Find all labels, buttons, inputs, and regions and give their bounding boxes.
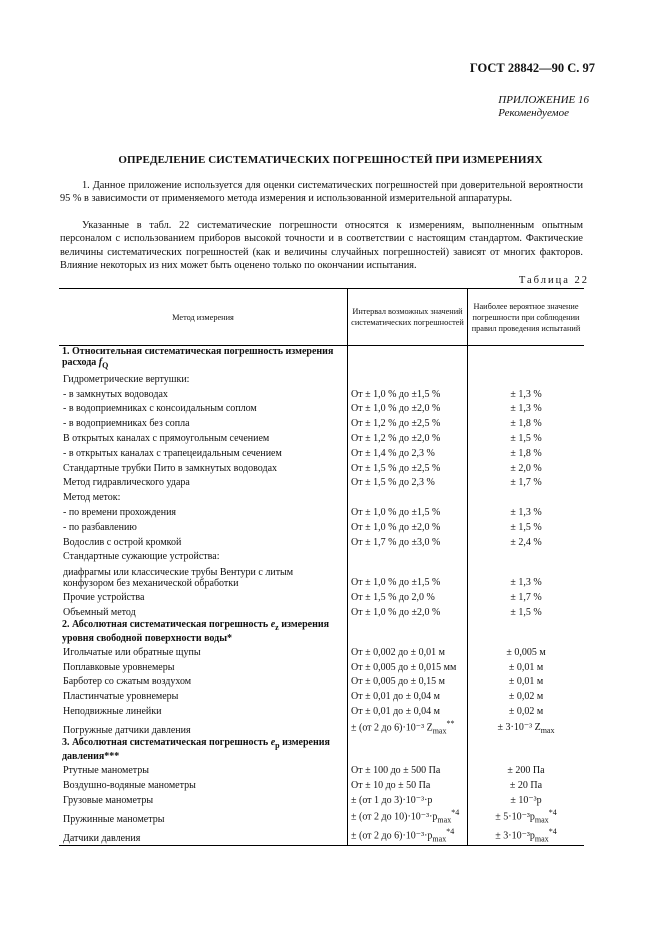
table-row xyxy=(59,430,584,445)
method-cell: В открытых каналах с прямоугольным сечением xyxy=(63,432,270,444)
range-cell-text: От ± 1,2 % до ±2,5 % xyxy=(351,418,441,430)
method-cell: - в замкнутых водоводах xyxy=(63,388,168,400)
section-probable-empty xyxy=(468,346,585,372)
range-cell-text: От ± 0,01 до ± 0,04 м xyxy=(351,691,440,703)
range-cell xyxy=(348,445,468,460)
range-cell xyxy=(348,703,468,718)
method-cell: Погружные датчики давления xyxy=(63,725,191,737)
probable-cell-text: ± 1,7 % xyxy=(510,592,542,604)
probable-cell xyxy=(468,445,585,460)
probable-cell-text: ± 200 Па xyxy=(507,765,545,777)
probable-cell-text: ± 0,01 м xyxy=(508,661,544,673)
section-heading-rest: измерения уровня свободной поверхности воды* xyxy=(62,618,330,644)
section-heading-row xyxy=(59,737,584,762)
probable-cell xyxy=(468,718,585,737)
range-cell-text: От ± 10 до ± 50 Па xyxy=(351,779,431,791)
table-row xyxy=(59,563,584,589)
range-cell-text: От ± 0,01 до ± 0,04 м xyxy=(351,705,440,717)
range-cell xyxy=(348,563,468,589)
method-cell: Пружинные манометры xyxy=(63,813,165,825)
range-cell-text: ± (от 2 до 6)·10⁻³·p xyxy=(351,830,433,842)
table-row xyxy=(59,604,584,619)
range-cell xyxy=(348,460,468,475)
section-symbol-sub: Q xyxy=(102,361,109,370)
paragraph-2: Указанные в табл. 22 систематические погрешности относятся к измерениям, выполненным опытным персоналом с использованием приборов высокой точности и в соответствии с настоящим стандартом. Фактические величины систематических погрешностей (как и величины случайных погрешностей) зависят от многих факторов. Влияние некоторых из них может быть оценено только по окончании испытания. xyxy=(60,220,583,272)
table-row xyxy=(59,504,584,519)
section-heading-row xyxy=(59,619,584,644)
table-row xyxy=(59,826,584,846)
section-symbol: e xyxy=(270,618,276,630)
range-cell-text: От ± 0,005 до ± 0,015 мм xyxy=(351,661,457,673)
probable-cell-text: ± 3·10⁻³p xyxy=(495,830,535,842)
range-cell xyxy=(348,475,468,490)
probable-cell xyxy=(468,703,585,718)
table-row xyxy=(59,549,584,564)
section-heading xyxy=(59,737,348,762)
range-cell-sup: *4 xyxy=(446,826,455,836)
range-cell-sub: max xyxy=(432,834,447,844)
probable-cell-text: ± 10⁻³p xyxy=(510,794,542,806)
range-cell-text: ± (от 2 до 6)·10⁻³ Z xyxy=(351,722,433,734)
probable-cell-text: ± 1,3 % xyxy=(510,403,542,415)
probable-cell-text: ± 1,7 % xyxy=(510,477,542,489)
range-cell xyxy=(348,589,468,604)
range-cell xyxy=(348,604,468,619)
range-cell-text: От ± 1,0 % до ±2,0 % xyxy=(351,521,441,533)
table-row xyxy=(59,777,584,792)
method-cell: Гидрометрические вертушки: xyxy=(63,373,190,385)
errors-table xyxy=(59,288,584,846)
probable-cell-text: ± 0,005 м xyxy=(506,646,546,658)
header-probable: Наиболее вероятное значение погрешности при соблюдении правил проведения испытаний xyxy=(468,289,585,346)
range-cell-text: От ± 1,4 % до 2,3 % xyxy=(351,447,435,459)
probable-cell xyxy=(468,826,585,846)
method-cell: Прочие устройства xyxy=(63,592,145,604)
range-cell xyxy=(348,807,468,826)
probable-cell-sup: *4 xyxy=(548,826,557,836)
section-probable-empty xyxy=(468,619,585,644)
range-cell-text: От ± 1,5 % до ±2,5 % xyxy=(351,462,441,474)
section-heading-rest: измерения давления*** xyxy=(62,737,330,763)
method-cell: Пластинчатые уровнемеры xyxy=(63,691,179,703)
method-cell: - по времени прохождения xyxy=(63,506,177,518)
range-cell xyxy=(348,489,468,504)
table-row xyxy=(59,589,584,604)
table-header-row xyxy=(59,289,584,346)
table-row xyxy=(59,445,584,460)
method-cell: Грузовые манометры xyxy=(63,794,154,806)
probable-cell xyxy=(468,549,585,564)
table-row xyxy=(59,519,584,534)
probable-cell xyxy=(468,777,585,792)
probable-cell xyxy=(468,563,585,589)
method-cell: Воздушно-водяные манометры xyxy=(63,779,196,791)
probable-cell xyxy=(468,792,585,807)
header-range: Интервал возможных значений систематических погрешностей xyxy=(348,289,468,346)
range-cell xyxy=(348,718,468,737)
range-cell xyxy=(348,401,468,416)
table-row xyxy=(59,371,584,386)
table-caption: Таблица 22 xyxy=(518,275,589,286)
range-cell xyxy=(348,549,468,564)
method-cell: Стандартные сужающие устройства: xyxy=(63,551,220,563)
probable-cell-text: ± 1,3 % xyxy=(510,388,542,400)
table-body xyxy=(59,346,584,846)
probable-cell xyxy=(468,659,585,674)
probable-cell-text: ± 1,3 % xyxy=(510,506,542,518)
probable-cell-text: ± 0,02 м xyxy=(508,691,544,703)
appendix-status: Рекомендуемое xyxy=(498,107,569,120)
probable-cell xyxy=(468,807,585,826)
section-heading xyxy=(59,619,348,644)
method-cell: - по разбавлению xyxy=(63,521,137,533)
method-cell: - в водоприемниках с консоидальным соплом xyxy=(63,403,257,415)
probable-cell-text: ± 5·10⁻³p xyxy=(495,810,535,822)
table-row xyxy=(59,644,584,659)
probable-cell-text: ± 1,5 % xyxy=(510,606,542,618)
range-cell xyxy=(348,659,468,674)
appendix-label xyxy=(498,94,589,120)
probable-cell xyxy=(468,644,585,659)
paragraph-1: 1. Данное приложение используется для оценки систематических погрешностей при доверительной вероятности 95 % в зависимости от применяемого метода измерения и использованной измерительной аппаратуры. xyxy=(60,180,583,205)
range-cell-sup: *4 xyxy=(451,807,460,817)
range-cell xyxy=(348,430,468,445)
range-cell-text: От ± 1,0 % до ±2,0 % xyxy=(351,606,441,618)
probable-cell xyxy=(468,589,585,604)
method-cell: Датчики давления xyxy=(59,826,348,846)
range-cell-sub: max xyxy=(432,726,447,736)
probable-cell-text: ± 0,02 м xyxy=(508,705,544,717)
probable-cell xyxy=(468,415,585,430)
section-heading-text: 2. Абсолютная систематическая погрешность xyxy=(62,618,271,630)
method-cell: Стандартные трубки Пито в замкнутых водоводах xyxy=(63,462,278,474)
range-cell-text: От ± 1,0 % до ±1,5 % xyxy=(351,577,441,589)
range-cell xyxy=(348,371,468,386)
section-heading-row xyxy=(59,346,584,372)
probable-cell xyxy=(468,534,585,549)
method-cell: Метод меток: xyxy=(63,492,121,504)
table-row xyxy=(59,401,584,416)
method-cell: - в открытых каналах с трапецеидальным сечением xyxy=(63,447,282,459)
probable-cell xyxy=(468,430,585,445)
probable-cell xyxy=(468,371,585,386)
range-cell xyxy=(348,519,468,534)
range-cell-text: ± (от 2 до 10)·10⁻³·p xyxy=(351,810,438,822)
table-row xyxy=(59,762,584,777)
range-cell xyxy=(348,792,468,807)
range-cell-text: От ± 0,005 до ± 0,15 м xyxy=(351,676,445,688)
section-range-empty xyxy=(348,346,468,372)
range-cell-text: От ± 1,2 % до ±2,0 % xyxy=(351,432,441,444)
range-cell-text: От ± 1,5 % до 2,3 % xyxy=(351,477,435,489)
probable-cell-text: ± 1,3 % xyxy=(510,577,542,589)
range-cell xyxy=(348,674,468,689)
probable-cell-text: ± 20 Па xyxy=(509,779,543,791)
header-method: Метод измерения xyxy=(59,289,348,346)
probable-cell xyxy=(468,386,585,401)
probable-cell-text: ± 2,0 % xyxy=(510,462,542,474)
section-range-empty xyxy=(348,737,468,762)
probable-cell-text: ± 3·10⁻³ Z xyxy=(497,722,541,734)
method-cell: Водослив с острой кромкой xyxy=(63,536,182,548)
table-row xyxy=(59,460,584,475)
method-cell: Неподвижные линейки xyxy=(63,705,162,717)
range-cell xyxy=(348,415,468,430)
section-heading-text: 1. Относительная систематическая погрешность измерения расхода xyxy=(62,346,334,368)
range-cell-text: От ± 1,5 % до 2,0 % xyxy=(351,592,435,604)
probable-cell-sup: *4 xyxy=(548,807,557,817)
method-cell: Ртутные манометры xyxy=(63,765,150,777)
section-symbol-sub: z xyxy=(275,622,279,632)
table-row xyxy=(59,659,584,674)
probable-cell xyxy=(468,762,585,777)
range-cell xyxy=(348,826,468,846)
range-cell xyxy=(348,762,468,777)
method-cell: - в водоприемниках без сопла xyxy=(63,418,190,430)
range-cell xyxy=(348,386,468,401)
method-cell: диафрагмы или классические трубы Вентури с литым конфузором без механической обработки xyxy=(63,567,294,590)
probable-cell-text: ± 1,5 % xyxy=(510,521,542,533)
probable-cell-sub: max xyxy=(534,814,549,824)
range-cell xyxy=(348,644,468,659)
range-cell-text: От ± 0,002 до ± 0,01 м xyxy=(351,646,445,658)
table-row xyxy=(59,475,584,490)
probable-cell-text: ± 1,8 % xyxy=(510,447,542,459)
table-row xyxy=(59,386,584,401)
probable-cell-sub: max xyxy=(540,726,555,736)
table-row xyxy=(59,534,584,549)
probable-cell xyxy=(468,401,585,416)
method-cell: Игольчатые или обратные щупы xyxy=(63,646,201,658)
range-cell xyxy=(348,777,468,792)
range-cell-text: От ± 1,0 % до ±1,5 % xyxy=(351,388,441,400)
method-cell: Барботер со сжатым воздухом xyxy=(63,676,192,688)
gost-header: ГОСТ 28842—90 С. 97 xyxy=(469,61,595,75)
probable-cell-text: ± 1,8 % xyxy=(510,418,542,430)
range-cell xyxy=(348,504,468,519)
range-cell-text: От ± 1,0 % до ±1,5 % xyxy=(351,506,441,518)
range-cell-text: От ± 100 до ± 500 Па xyxy=(351,765,441,777)
probable-cell-text: ± 0,01 м xyxy=(508,676,544,688)
probable-cell xyxy=(468,504,585,519)
table-row xyxy=(59,807,584,826)
table-row xyxy=(59,489,584,504)
probable-cell-text: ± 1,5 % xyxy=(510,432,542,444)
section-probable-empty xyxy=(468,737,585,762)
method-cell: Метод гидравлического удара xyxy=(63,477,190,489)
table-row xyxy=(59,688,584,703)
method-cell: Объемный метод xyxy=(63,606,136,618)
probable-cell xyxy=(468,688,585,703)
table-row xyxy=(59,674,584,689)
range-cell-sub: max xyxy=(437,814,452,824)
section-symbol-sub: p xyxy=(275,741,280,751)
section-symbol: e xyxy=(270,737,276,749)
probable-cell xyxy=(468,604,585,619)
probable-cell xyxy=(468,674,585,689)
section-symbol: f xyxy=(98,357,103,368)
section-range-empty xyxy=(348,619,468,644)
probable-cell xyxy=(468,475,585,490)
range-cell-text: От ± 1,0 % до ±2,0 % xyxy=(351,403,441,415)
method-cell: Поплавковые уровнемеры xyxy=(63,661,175,673)
range-cell xyxy=(348,688,468,703)
probable-cell xyxy=(468,460,585,475)
range-cell-sup: ** xyxy=(446,718,455,728)
probable-cell xyxy=(468,489,585,504)
probable-cell-sub: max xyxy=(534,834,549,844)
probable-cell xyxy=(468,519,585,534)
table-row xyxy=(59,718,584,737)
table-row xyxy=(59,792,584,807)
range-cell-text: От ± 1,7 % до ±3,0 % xyxy=(351,536,441,548)
table-row xyxy=(59,415,584,430)
appendix-number: ПРИЛОЖЕНИЕ 16 xyxy=(498,94,589,106)
document-title: ОПРЕДЕЛЕНИЕ СИСТЕМАТИЧЕСКИХ ПОГРЕШНОСТЕЙ ПРИ ИЗМЕРЕНИЯХ xyxy=(118,154,543,166)
table-row xyxy=(59,703,584,718)
range-cell-text: ± (от 1 до 3)·10⁻³·p xyxy=(351,794,433,806)
section-heading-text: 3. Абсолютная систематическая погрешность xyxy=(62,737,271,749)
probable-cell-text: ± 2,4 % xyxy=(510,536,542,548)
section-heading xyxy=(59,346,348,372)
range-cell xyxy=(348,534,468,549)
